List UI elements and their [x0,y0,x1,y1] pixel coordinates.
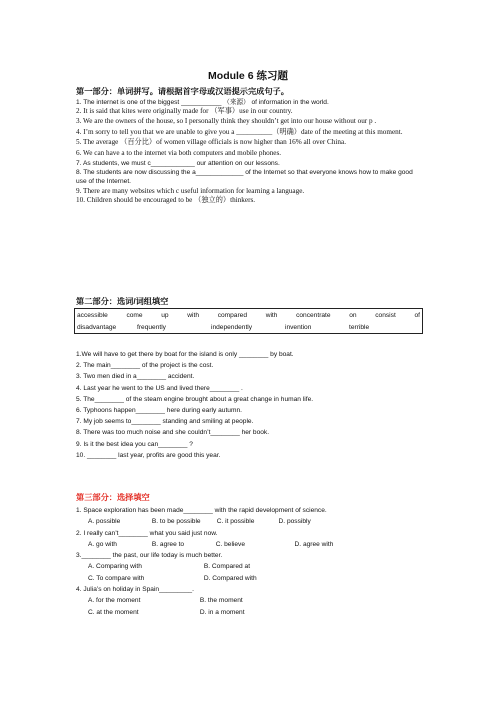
question-options [76,539,421,550]
part1-item-6: 6. We can have a to the internet via both computers and mobile phones. [76,149,282,158]
part2-item-4: 4. Last year he went to the US and lived there________ . [76,384,243,392]
word-bank-word: up [161,312,169,319]
part3-heading: 第三部分：选择填空 [76,493,150,502]
option: D. Compared with [203,574,257,582]
part1-item-2: 2. It is said that kites were originally made for （军事）use in our country. [76,107,293,116]
word-bank-word: on [349,312,357,319]
word-bank-word: with [187,312,200,319]
word-bank-word: compared [217,312,248,319]
part1-item-4: 4. I’m sorry to tell you that we are unable to give you a __________（明确）date of the meeting at this moment. [76,127,403,136]
question-stem: 2. I really can’t________ what you said just now. [76,529,218,537]
word-bank-box [74,308,423,334]
option: B. Compared at [203,563,251,571]
word-bank-word: consist [375,312,396,319]
part1-item-7: 7. As students, we must c____________ our attention on our lessons. [76,159,280,167]
option: C. at the moment [88,608,139,616]
word-bank-word: frequently [137,324,166,331]
page-title: Module 6 练习题 [208,70,288,82]
option: D. possibly [278,518,311,526]
part2-item-6: 6. Typhoons happen________ here during early autumn. [76,407,242,415]
word-bank-word: concentrate [296,312,331,319]
part2-item-9: 9. Is it the best idea you can________ ? [76,440,193,448]
part2-heading: 第二部分：选词/词组填空 [76,297,169,306]
option: C. To compare with [88,574,145,582]
part2-item-3: 3. Two men died in a________ accident. [76,373,195,381]
part2-item-1: 1.We will have to get there by boat for the island is only ________ by boat. [76,351,294,358]
question-options [76,516,421,527]
part2-item-7: 7. My job seems to________ standing and smiling at people. [76,418,254,426]
option: A. Comparing with [88,563,142,571]
option: D. in a moment [199,608,245,616]
part2-item-8: 8. There was too much noise and she couldn’t________ her book. [76,429,270,437]
word-bank-word: invention [285,324,312,331]
part2-item-2: 2. The main________ of the project is the cost. [76,362,214,370]
question-options [76,573,421,584]
part2-item-10: 10. ________ last year, profits are good this year. [76,451,221,459]
word-bank-word: disadvantage [77,324,117,331]
part2-item-5: 5. The________ of the steam engine brought about a great change in human life. [76,395,314,403]
option: A. possible [88,518,121,526]
part1-item-9: 9. There are many websites which c useful information for learning a language. [76,186,305,195]
word-bank-word: of [414,312,420,319]
option: B. to be possible [151,518,201,526]
part1-list [76,98,421,206]
part2-list [76,349,421,461]
part1-item-8: 8. The students are now discussing the a_____________ of the Internet so that everyone knows how to make good use of the Internet. [76,169,413,186]
word-bank-word: come [126,312,143,319]
question-stem: 1. Space exploration has been made________ with the rapid development of science. [76,507,327,514]
word-bank-word: terrible [349,324,370,331]
part1-item-1: 1. The internet is one of the biggest ___________ （来源） of information in the world. [76,99,329,106]
word-bank-word: with [265,312,278,319]
option: A. go with [88,540,117,548]
option: C. believe [215,540,246,548]
word-bank-word: accessible [77,312,108,319]
option: B. agree to [151,540,185,548]
word-bank-word: independently [211,324,253,331]
option: B. the moment [199,597,243,605]
question-options [76,607,421,618]
part1-item-10: 10. Children should be encouraged to be （独立的）thinkers. [76,196,256,205]
question-stem: 3.________ the past, our life today is much better. [76,552,223,560]
part1-item-3: 3. We are the owners of the house, so I personally think they shouldn’t get into our house without our p . [76,116,377,125]
part1-heading: 第一部分：单词拼写。请根据首字母或汉语提示完成句子。 [76,87,289,96]
word-bank-row-1 [77,312,420,319]
option: C. it possible [216,518,255,526]
part1-item-5: 5. The average （百分比）of women village officials is now higher than 16% all over China. [76,138,346,147]
part3-list [76,505,421,618]
question-options [76,561,421,572]
question-stem: 4. Julia’s on holiday in Spain_________. [76,586,194,594]
question-options [76,595,421,606]
option: D. agree with [294,540,334,548]
option: A. for the moment [88,597,141,605]
